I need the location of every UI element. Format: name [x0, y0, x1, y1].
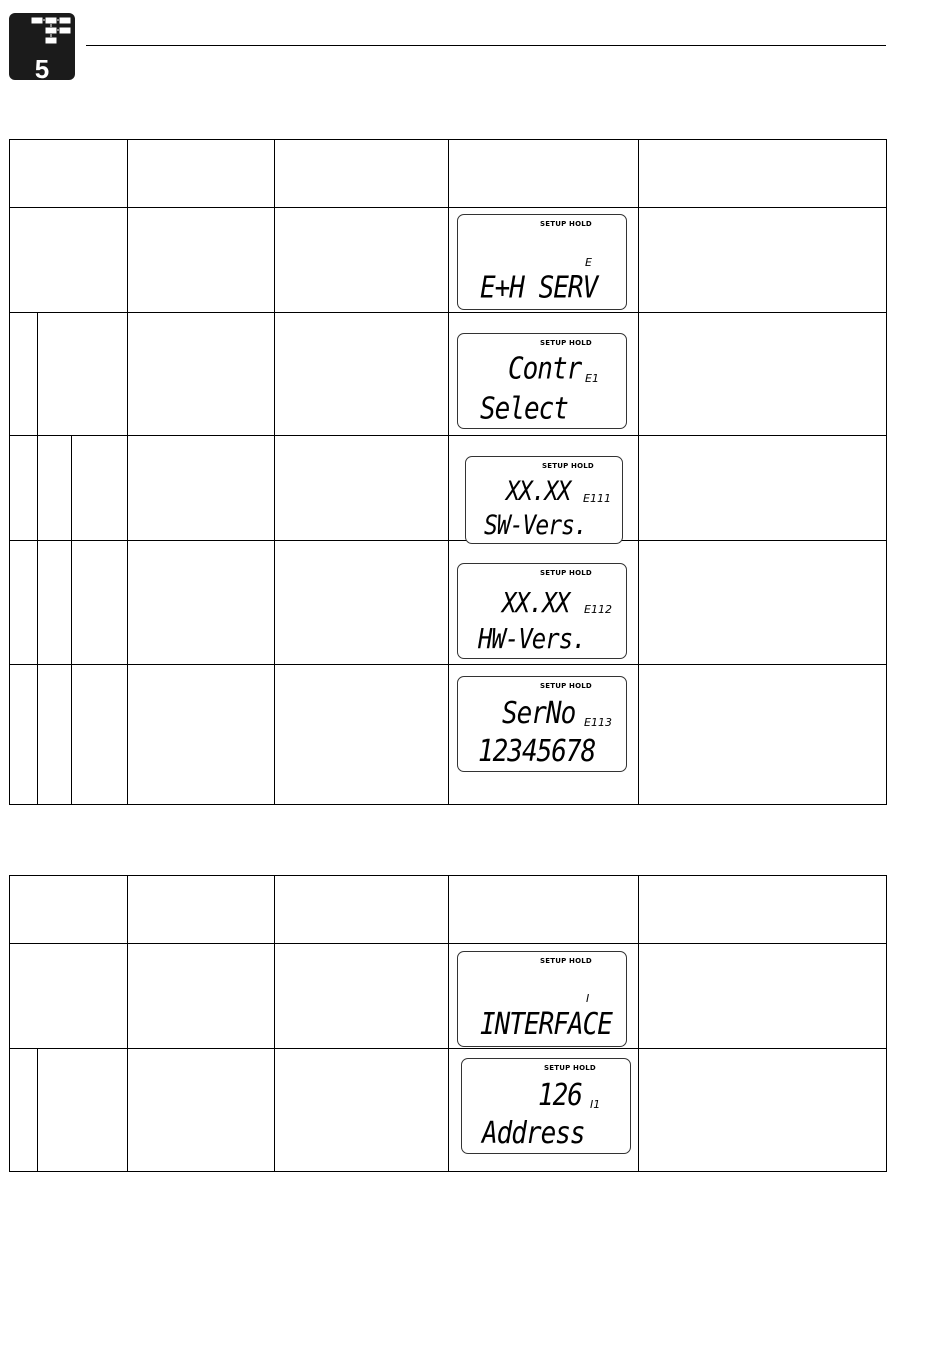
display-code: E112 — [584, 603, 612, 616]
display-line-1: Contr — [508, 351, 582, 387]
display-line-2: INTERFACE — [480, 1007, 612, 1043]
table-header-row — [10, 876, 886, 944]
table-row-serial-no — [10, 665, 886, 805]
display-line-1: XX.XX — [502, 586, 570, 620]
display-code: I1 — [590, 1098, 601, 1111]
display-line-2: Select — [480, 391, 568, 427]
lcd-display-serial-no — [457, 676, 627, 772]
setup-hold-indicator: SETUP HOLD — [540, 339, 592, 347]
lcd-display-service — [457, 214, 627, 310]
interface-menu-table — [9, 875, 887, 1172]
lcd-display-sw-version — [465, 456, 623, 544]
display-line-2: E+H SERV — [480, 270, 598, 306]
lcd-display-address — [461, 1058, 631, 1154]
table-row-sw-version — [10, 436, 886, 541]
display-line-2: 12345678 — [478, 734, 596, 770]
display-code: E — [585, 256, 592, 269]
display-code: E111 — [583, 492, 611, 505]
display-line-1: 126 — [538, 1078, 582, 1114]
setup-hold-indicator: SETUP HOLD — [540, 569, 592, 577]
service-menu-table — [9, 139, 887, 805]
lcd-display-hw-version — [457, 563, 627, 659]
display-code: I — [586, 992, 590, 1005]
menu-tree-icon — [9, 13, 75, 55]
lcd-display-interface — [457, 951, 627, 1047]
setup-hold-indicator: SETUP HOLD — [542, 462, 594, 470]
display-line-2: Address — [482, 1116, 585, 1152]
table-row-interface — [10, 944, 886, 1049]
chapter-badge — [9, 13, 75, 84]
lcd-display-control — [457, 333, 627, 429]
chapter-number: 5 — [34, 54, 50, 84]
table-row-address — [10, 1049, 886, 1172]
table-row-hw-version — [10, 541, 886, 665]
table-row-service — [10, 208, 886, 313]
setup-hold-indicator: SETUP HOLD — [540, 957, 592, 965]
display-code: E113 — [584, 716, 612, 729]
display-line-1: SerNo — [502, 696, 576, 732]
table-header-row — [10, 140, 886, 208]
setup-hold-indicator: SETUP HOLD — [544, 1064, 596, 1072]
setup-hold-indicator: SETUP HOLD — [540, 682, 592, 690]
setup-hold-indicator: SETUP HOLD — [540, 220, 592, 228]
display-line-2: SW-Vers. — [484, 511, 587, 541]
table-row-control — [10, 313, 886, 436]
display-line-2: HW-Vers. — [478, 622, 586, 656]
display-line-1: XX.XX — [506, 477, 571, 507]
display-code: E1 — [585, 372, 599, 385]
header-rule — [86, 45, 886, 46]
